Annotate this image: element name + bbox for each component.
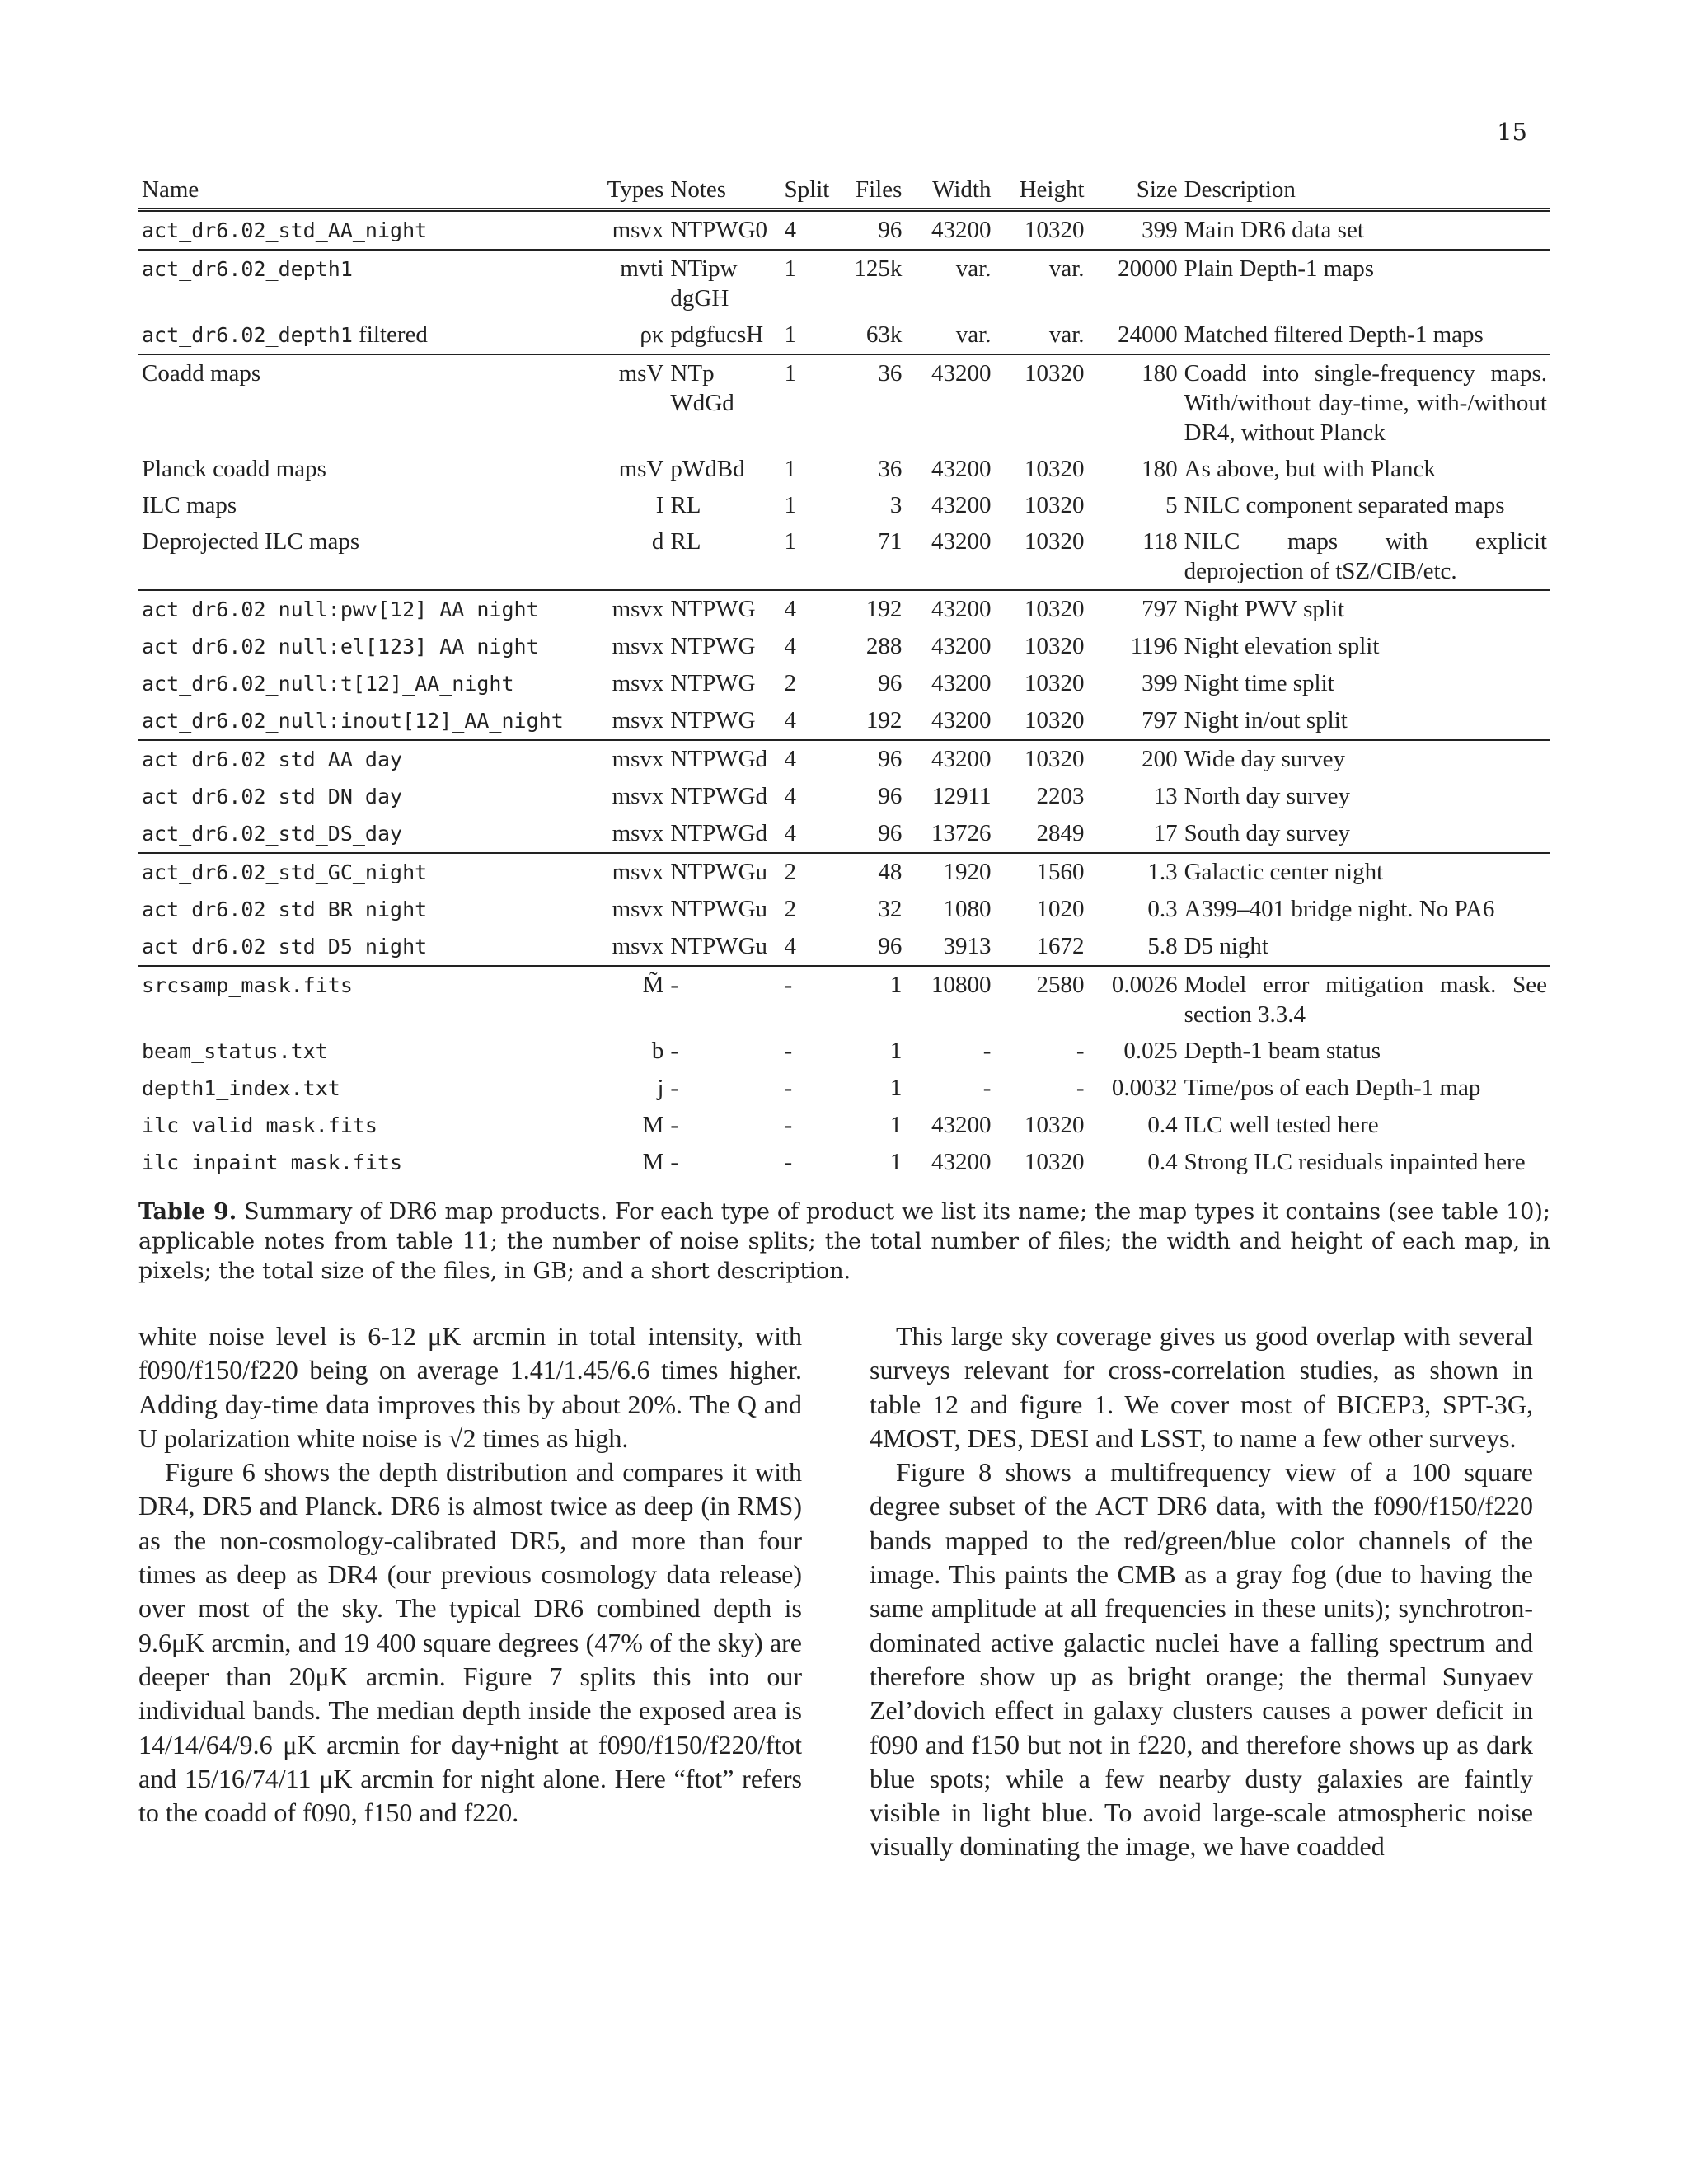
cell-notes: NTPWGu — [670, 933, 768, 959]
header-split: Split — [781, 175, 833, 210]
cell-description: South day survey — [1184, 820, 1350, 846]
cell-types: M̃ — [594, 966, 667, 1033]
table-row — [138, 1033, 1550, 1070]
table-row — [138, 628, 1550, 665]
cell-description: NILC component separated maps — [1184, 492, 1505, 518]
cell-types: msvx — [612, 670, 664, 696]
cell-files: 71 — [878, 528, 903, 555]
cell-notes: - — [670, 1075, 679, 1101]
cell-description: Night elevation split — [1184, 633, 1380, 659]
cell-height: 10320 — [1025, 492, 1085, 518]
table-row — [138, 1144, 1550, 1181]
cell-height: var. — [994, 250, 1087, 316]
table-row — [138, 487, 1550, 523]
cell-split: - — [781, 966, 833, 1033]
table-row — [138, 928, 1550, 966]
cell-types: M — [642, 1112, 664, 1138]
right-text-column — [870, 1319, 1533, 1864]
cell-size: 0.4 — [1147, 1112, 1178, 1138]
cell-height: - — [1076, 1075, 1085, 1101]
cell-types: msvx — [612, 633, 664, 659]
product-name: act_dr6.02_std_DS_day — [142, 822, 403, 846]
cell-height: 10320 — [1025, 1112, 1085, 1138]
header-height: Height — [994, 175, 1087, 210]
cell-files: 1 — [889, 1075, 903, 1101]
cell-files: 3 — [889, 492, 903, 518]
cell-notes: NTPWG — [667, 590, 781, 628]
cell-name — [138, 590, 594, 628]
cell-notes: NTipw dgGH — [667, 250, 781, 316]
cell-size: 797 — [1142, 707, 1178, 733]
product-name: act_dr6.02_std_AA_night — [142, 218, 428, 242]
table-body — [138, 210, 1550, 1182]
cell-description: A399–401 bridge night. No PA6 — [1184, 896, 1495, 922]
header-types: Types — [594, 175, 667, 210]
cell-types: msvx — [612, 217, 664, 243]
cell-notes: NTPWG — [670, 707, 756, 733]
cell-description: ILC well tested here — [1184, 1112, 1379, 1138]
cell-types: msvx — [612, 896, 664, 922]
cell-name — [138, 1144, 594, 1181]
cell-size: 399 — [1142, 670, 1178, 696]
cell-types: msvx — [594, 853, 667, 891]
cell-height: 2849 — [1036, 820, 1085, 846]
cell-types: j — [657, 1075, 664, 1101]
table-row — [138, 250, 1550, 316]
cell-split: 1 — [784, 528, 797, 555]
table-row — [138, 853, 1550, 891]
cell-description: Night time split — [1184, 670, 1334, 696]
cell-types: d — [651, 528, 664, 555]
cell-split: 2 — [784, 896, 797, 922]
cell-split: 1 — [781, 354, 833, 451]
cell-notes: - — [670, 1149, 679, 1175]
cell-split: - — [784, 1149, 793, 1175]
cell-name — [138, 740, 594, 778]
cell-width: var. — [905, 250, 994, 316]
product-name: beam_status.txt — [142, 1039, 328, 1063]
cell-size: 1196 — [1130, 633, 1178, 659]
cell-width: 43200 — [905, 740, 994, 778]
table-header-row — [138, 175, 1550, 210]
product-name: act_dr6.02_null:pwv[12]_AA_night — [142, 598, 539, 621]
cell-split: - — [784, 1112, 793, 1138]
table-row — [138, 778, 1550, 815]
cell-split: 1 — [784, 492, 797, 518]
cell-notes: - — [667, 966, 781, 1033]
cell-split: 4 — [784, 633, 797, 659]
table-row — [138, 740, 1550, 778]
cell-notes: RL — [670, 528, 701, 555]
cell-files: 192 — [865, 707, 903, 733]
cell-description: Matched filtered Depth-1 maps — [1184, 321, 1484, 348]
cell-height: 10320 — [994, 590, 1087, 628]
header-notes: Notes — [667, 175, 781, 210]
cell-size: 0.3 — [1147, 896, 1178, 922]
cell-name — [138, 628, 594, 665]
cell-name — [138, 1033, 594, 1070]
cell-types: msV — [618, 456, 664, 482]
cell-name — [138, 815, 594, 853]
cell-description: Wide day survey — [1181, 740, 1550, 778]
cell-description: Depth-1 beam status — [1184, 1038, 1381, 1064]
table-row — [138, 891, 1550, 928]
cell-width: 43200 — [931, 456, 992, 482]
cell-height: 10320 — [1025, 633, 1085, 659]
cell-split: 4 — [781, 740, 833, 778]
cell-notes: pWdBd — [670, 456, 745, 482]
cell-description: Model error mitigation mask. See section 3.3.4 — [1181, 966, 1550, 1033]
cell-width: 43200 — [905, 354, 994, 451]
product-name: act_dr6.02_std_DN_day — [142, 785, 403, 808]
cell-notes: NTPWG0 — [670, 217, 768, 243]
cell-types: msvx — [612, 933, 664, 959]
cell-split: - — [784, 1038, 793, 1064]
cell-size: 118 — [1142, 528, 1178, 555]
cell-size: 797 — [1088, 590, 1181, 628]
cell-split: - — [784, 1075, 793, 1101]
cell-size: 5.8 — [1147, 933, 1178, 959]
cell-notes: RL — [670, 492, 701, 518]
cell-width: 12911 — [932, 783, 992, 809]
product-name-suffix: Planck coadd maps — [142, 456, 326, 482]
cell-width: 43200 — [931, 528, 992, 555]
cell-files: 36 — [878, 456, 903, 482]
table-row — [138, 316, 1550, 354]
cell-notes: NTPWGu — [667, 853, 781, 891]
cell-notes: - — [670, 1038, 679, 1064]
cell-height: var. — [1048, 321, 1085, 348]
table-row — [138, 702, 1550, 740]
table-row — [138, 665, 1550, 702]
cell-notes: - — [670, 1112, 679, 1138]
cell-description: Night PWV split — [1181, 590, 1550, 628]
cell-notes: NTPWGd — [670, 820, 768, 846]
cell-description: Coadd into single-frequency maps. With/without day-time, with-/without DR4, without Planck — [1181, 354, 1550, 451]
right-paragraph-2: Figure 8 shows a multifrequency view of a 100 square degree subset of the ACT DR6 data, with the f090/f150/f220 bands mapped to the red/green/blue color channels of the image. This paints the CMB as a gray fog (due to having the same amplitude at all frequencies in these units); synchrotron-dominated active galactic nuclei have a falling spectrum and therefore show up as bright orange; the thermal Sunyaev Zel’dovich effect in galaxy clusters causes a power deficit in f090 and f150 but not in f220, and therefore shows up as dark blue spots; while a few nearby dusty galaxies are faintly visible in light blue. To avoid large-scale atmospheric noise visually dominating the image, we have coadded — [870, 1457, 1533, 1862]
cell-size: 180 — [1088, 354, 1181, 451]
cell-height: 10320 — [1025, 456, 1085, 482]
cell-width: 43200 — [931, 492, 992, 518]
cell-description: Plain Depth-1 maps — [1181, 250, 1550, 316]
cell-width: 43200 — [931, 1149, 992, 1175]
cell-size: 24000 — [1118, 321, 1178, 348]
cell-name — [138, 665, 594, 702]
cell-files: 1 — [832, 966, 905, 1033]
cell-height: 10320 — [1025, 1149, 1085, 1175]
cell-types: mvti — [594, 250, 667, 316]
cell-width: 43200 — [931, 1112, 992, 1138]
cell-types: I — [655, 492, 664, 518]
cell-description: Time/pos of each Depth-1 map — [1184, 1075, 1481, 1101]
cell-files: 96 — [878, 783, 903, 809]
cell-width: var. — [955, 321, 992, 348]
cell-types: msvx — [594, 740, 667, 778]
caption-label: Table 9. — [138, 1199, 237, 1225]
cell-name — [138, 316, 594, 354]
cell-height: 10320 — [994, 354, 1087, 451]
cell-width: - — [982, 1075, 992, 1101]
cell-description: NILC maps with explicit deprojection of tSZ/CIB/etc. — [1184, 528, 1547, 584]
cell-name — [138, 1107, 594, 1144]
cell-description: Main DR6 data set — [1184, 217, 1364, 243]
cell-split: 4 — [784, 820, 797, 846]
cell-split: 4 — [781, 590, 833, 628]
cell-description: Strong ILC residuals inpainted here — [1184, 1149, 1526, 1175]
cell-name — [138, 354, 594, 451]
cell-name — [138, 1070, 594, 1107]
cell-height: 10320 — [1025, 707, 1085, 733]
products-table-container — [138, 175, 1550, 1181]
cell-split: 1 — [784, 456, 797, 482]
table-row — [138, 966, 1550, 1033]
table-row — [138, 815, 1550, 853]
cell-files: 48 — [832, 853, 905, 891]
cell-height: 1020 — [1036, 896, 1085, 922]
cell-size: 1.3 — [1088, 853, 1181, 891]
cell-notes: NTp WdGd — [667, 354, 781, 451]
cell-width: 1080 — [943, 896, 992, 922]
cell-width: 43200 — [931, 670, 992, 696]
cell-size: 0.4 — [1147, 1149, 1178, 1175]
cell-notes: NTPWGu — [670, 896, 768, 922]
cell-files: 32 — [878, 896, 903, 922]
cell-name — [138, 451, 594, 487]
cell-files: 96 — [878, 217, 903, 243]
product-name: act_dr6.02_std_D5_night — [142, 935, 428, 958]
left-text-column — [138, 1319, 802, 1830]
cell-size: 0.0026 — [1088, 966, 1181, 1033]
cell-width: 1920 — [905, 853, 994, 891]
cell-size: 399 — [1142, 217, 1178, 243]
cell-files: 1 — [889, 1038, 903, 1064]
cell-types: ρκ — [640, 321, 664, 348]
cell-description: Galactic center night — [1181, 853, 1550, 891]
cell-width: 10800 — [905, 966, 994, 1033]
product-name: act_dr6.02_null:el[123]_AA_night — [142, 635, 539, 658]
cell-description: Night in/out split — [1184, 707, 1348, 733]
cell-description: D5 night — [1184, 933, 1268, 959]
cell-files: 125k — [832, 250, 905, 316]
product-name: act_dr6.02_std_AA_day — [142, 748, 403, 771]
product-name-suffix: ILC maps — [142, 492, 237, 518]
cell-width: - — [982, 1038, 992, 1064]
cell-height: 10320 — [1025, 670, 1085, 696]
page-number: 15 — [1497, 118, 1527, 146]
header-size: Size — [1088, 175, 1181, 210]
product-name: act_dr6.02_depth1 — [142, 323, 353, 347]
header-name: Name — [138, 175, 594, 210]
product-name: act_dr6.02_depth1 — [142, 257, 353, 281]
cell-notes: NTPWGd — [670, 783, 768, 809]
product-name: ilc_valid_mask.fits — [142, 1113, 377, 1137]
cell-types: msvx — [612, 707, 664, 733]
cell-name — [138, 702, 594, 740]
cell-notes: NTPWG — [670, 633, 756, 659]
cell-name — [138, 523, 594, 590]
cell-types: M — [642, 1149, 664, 1175]
cell-files: 36 — [832, 354, 905, 451]
cell-size: 180 — [1142, 456, 1178, 482]
table-row — [138, 1070, 1550, 1107]
cell-files: 96 — [878, 933, 903, 959]
table-row — [138, 210, 1550, 251]
cell-height: 10320 — [994, 740, 1087, 778]
product-name: depth1_index.txt — [142, 1076, 340, 1100]
cell-width: 43200 — [931, 633, 992, 659]
cell-notes: pdgfucsH — [670, 321, 764, 348]
product-name: act_dr6.02_std_BR_night — [142, 898, 428, 921]
table-row — [138, 451, 1550, 487]
table-row — [138, 523, 1550, 590]
table-row — [138, 1107, 1550, 1144]
table-caption — [138, 1197, 1550, 1286]
cell-split: 4 — [784, 707, 797, 733]
cell-split: 4 — [784, 783, 797, 809]
product-name-suffix: Deprojected ILC maps — [142, 528, 360, 555]
header-width: Width — [905, 175, 994, 210]
product-name-suffix: Coadd maps — [142, 360, 261, 387]
cell-width: 43200 — [931, 707, 992, 733]
cell-split: 2 — [781, 853, 833, 891]
table-row — [138, 354, 1550, 451]
cell-width: 13726 — [931, 820, 992, 846]
product-name: act_dr6.02_null:t[12]_AA_night — [142, 672, 514, 696]
cell-name — [138, 487, 594, 523]
cell-size: 0.0032 — [1111, 1075, 1178, 1101]
cell-files: 288 — [865, 633, 903, 659]
caption-text: Summary of DR6 map products. For each type of product we list its name; the map types it contains (see table 10); applicable notes from table 11; the number of noise splits; the total number of files; the width and height of each map, in pixels; the total size of the files, in GB; and a short description. — [138, 1199, 1550, 1284]
cell-name — [138, 928, 594, 966]
cell-height: 2203 — [1036, 783, 1085, 809]
cell-name — [138, 210, 594, 251]
header-description: Description — [1181, 175, 1550, 210]
cell-files: 96 — [878, 670, 903, 696]
cell-height: 10320 — [1025, 528, 1085, 555]
cell-width: 43200 — [931, 217, 992, 243]
header-files: Files — [832, 175, 905, 210]
cell-notes: NTPWGd — [667, 740, 781, 778]
cell-height: - — [1076, 1038, 1085, 1064]
cell-width: 43200 — [905, 590, 994, 628]
cell-size: 5 — [1165, 492, 1178, 518]
cell-description: As above, but with Planck — [1184, 456, 1436, 482]
cell-height: 1672 — [1036, 933, 1085, 959]
cell-name — [138, 250, 594, 316]
cell-name — [138, 966, 594, 1033]
cell-types: msvx — [612, 783, 664, 809]
cell-notes: NTPWG — [670, 670, 756, 696]
cell-files: 63k — [865, 321, 903, 348]
cell-files: 1 — [889, 1112, 903, 1138]
cell-files: 96 — [878, 820, 903, 846]
product-name: ilc_inpaint_mask.fits — [142, 1151, 403, 1174]
cell-split: 1 — [784, 321, 797, 348]
cell-height: 10320 — [1025, 217, 1085, 243]
right-paragraph-1: This large sky coverage gives us good overlap with several surveys relevant for cross-correlation studies, as shown in table 12 and figure 1. We cover most of BICEP3, SPT-3G, 4MOST, DES, DESI and LSST, to name a few other surveys. — [870, 1321, 1533, 1453]
cell-name — [138, 891, 594, 928]
cell-files: 96 — [832, 740, 905, 778]
cell-name — [138, 778, 594, 815]
cell-types: msvx — [612, 820, 664, 846]
cell-width: 3913 — [943, 933, 992, 959]
cell-size: 0.025 — [1123, 1038, 1178, 1064]
cell-files: 192 — [832, 590, 905, 628]
cell-types: msvx — [594, 590, 667, 628]
cell-types: msV — [594, 354, 667, 451]
cell-height: 2580 — [994, 966, 1087, 1033]
cell-files: 1 — [889, 1149, 903, 1175]
cell-types: b — [651, 1038, 664, 1064]
cell-name — [138, 853, 594, 891]
product-name-suffix: filtered — [352, 321, 428, 348]
cell-height: 1560 — [994, 853, 1087, 891]
left-paragraph-1: white noise level is 6-12 μK arcmin in total intensity, with f090/f150/f220 being on average 1.41/1.45/6.6 times higher. Adding day-time data improves this by about 20%. The Q and U polarization white noise is √2 times as high. — [138, 1321, 802, 1453]
left-paragraph-2: Figure 6 shows the depth distribution and compares it with DR4, DR5 and Planck. DR6 is almost twice as deep (in RMS) as the non-cosmology-calibrated DR5, and more than four times as deep as DR4 (our previous cosmology data release) over most of the sky. The typical DR6 combined depth is 9.6μK arcmin, and 19 400 square degrees (47% of the sky) are deeper than 20μK arcmin. Figure 7 splits this into our individual bands. The median depth inside the exposed area is 14/14/64/9.6 μK arcmin for day+night at f090/f150/f220/ftot and 15/16/74/11 μK arcmin for night alone. Here “ftot” refers to the coadd of f090, f150 and f220. — [138, 1457, 802, 1828]
cell-split: 1 — [781, 250, 833, 316]
table-row — [138, 590, 1550, 628]
cell-split: 4 — [784, 217, 797, 243]
product-name: srcsamp_mask.fits — [142, 973, 353, 997]
cell-size: 13 — [1153, 783, 1178, 809]
cell-size: 20000 — [1088, 250, 1181, 316]
cell-split: 4 — [784, 933, 797, 959]
cell-size: 200 — [1088, 740, 1181, 778]
cell-size: 17 — [1153, 820, 1178, 846]
products-table — [138, 175, 1550, 1181]
product-name: act_dr6.02_null:inout[12]_AA_night — [142, 709, 564, 733]
cell-description: North day survey — [1184, 783, 1350, 809]
product-name: act_dr6.02_std_GC_night — [142, 860, 428, 884]
cell-split: 2 — [784, 670, 797, 696]
